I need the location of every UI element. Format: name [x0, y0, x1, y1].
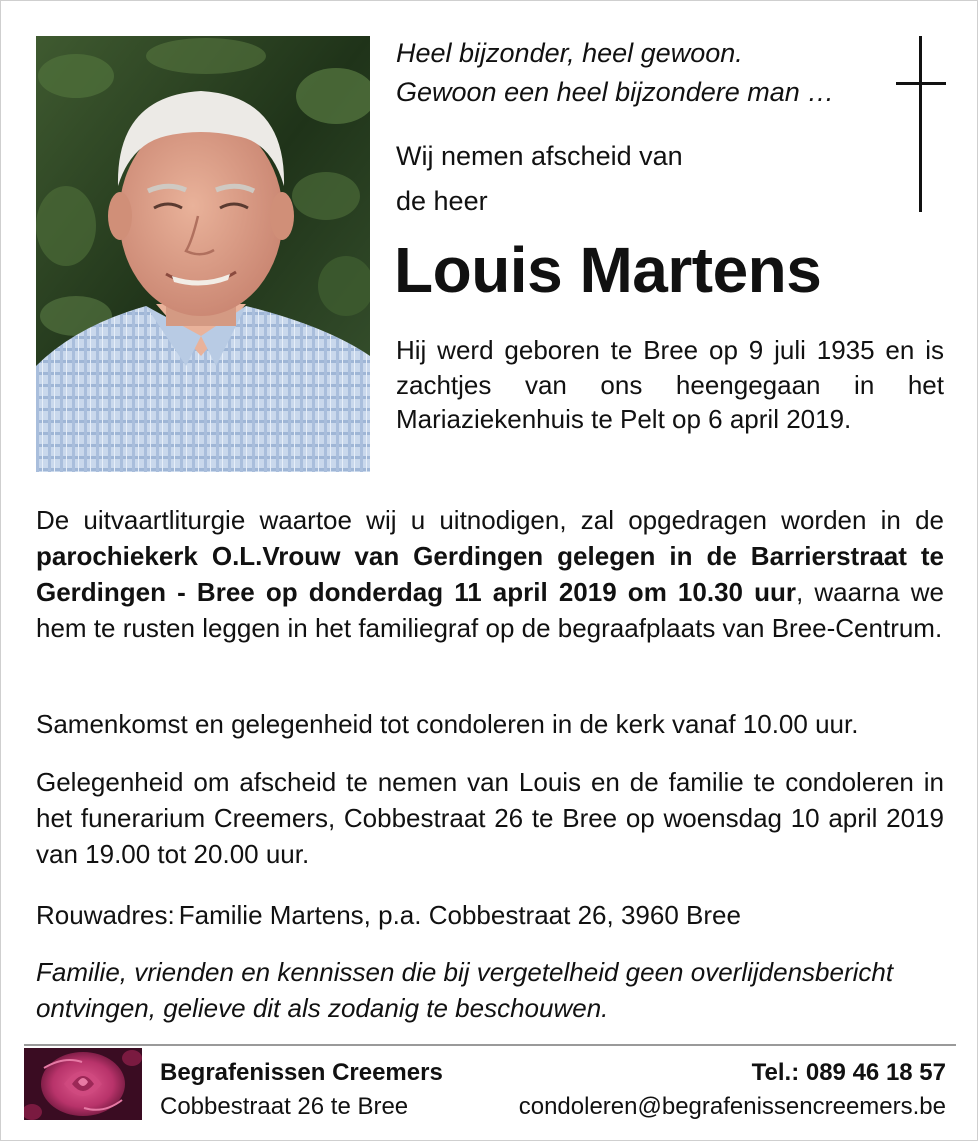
intro-line-2: de heer: [396, 186, 488, 216]
funeral-home-address: Cobbestraat 26 te Bree: [160, 1093, 409, 1120]
address-value: Familie Martens, p.a. Cobbestraat 26, 3960 Bree: [178, 900, 741, 930]
email-address[interactable]: condoleren@begrafenissencreemers.be: [518, 1093, 946, 1120]
portrait-photo: [36, 36, 370, 472]
footer-divider: [24, 1044, 956, 1046]
motto: [396, 34, 896, 112]
funeral-home-name: Begrafenissen Creemers: [160, 1059, 443, 1086]
viewing-paragraph: Gelegenheid om afscheid te nemen van Louis en de familie te condoleren in het funerarium Creemers, Cobbestraat 26 te Bree op woensdag 10 april 2019 van 19.00 tot 20.00 uur.: [36, 767, 944, 869]
closing-note: Familie, vrienden en kennissen die bij vergetelheid geen overlijdensbericht ontvingen, gelieve dit als zodanig te beschouwen.: [36, 957, 894, 1023]
motto-line-2: Gewoon een heel bijzondere man …: [396, 77, 835, 107]
cross-icon: [896, 36, 946, 212]
liturgy-location-time: parochiekerk O.L.Vrouw van Gerdingen gelegen in de Barrierstraat te Gerdingen - Bree op donderdag 11 april 2019 om 10.30 uur: [36, 541, 944, 607]
intro: [396, 134, 896, 224]
phone-number[interactable]: Tel.: 089 46 18 57: [751, 1059, 946, 1086]
liturgy-text-1: De uitvaartliturgie waartoe wij u uitnodigen, zal opgedragen worden in de: [36, 505, 944, 535]
liturgy-text-2: , waarna we hem te rusten leggen in het familiegraf op de begraafplaats van Bree-Centrum.: [36, 577, 944, 643]
birth-death-text: Hij werd geboren te Bree op 9 juli 1935 en is zachtjes van ons heengegaan in het Mariaziekenhuis te Pelt op 6 april 2019.: [396, 335, 944, 434]
address-label: Rouwadres:: [36, 900, 175, 930]
mourning-address: [36, 897, 944, 933]
intro-line-1: Wij nemen afscheid van: [396, 141, 683, 171]
funeral-home-contact: [519, 1056, 946, 1124]
funeral-home: [160, 1056, 443, 1124]
liturgy-paragraph: [36, 502, 944, 646]
gathering-paragraph: Samenkomst en gelegenheid tot condoleren in de kerk vanaf 10.00 uur.: [36, 709, 859, 739]
deceased-name: Louis Martens: [394, 234, 822, 306]
motto-line-1: Heel bijzonder, heel gewoon.: [396, 38, 743, 68]
rose-icon: [24, 1048, 142, 1120]
